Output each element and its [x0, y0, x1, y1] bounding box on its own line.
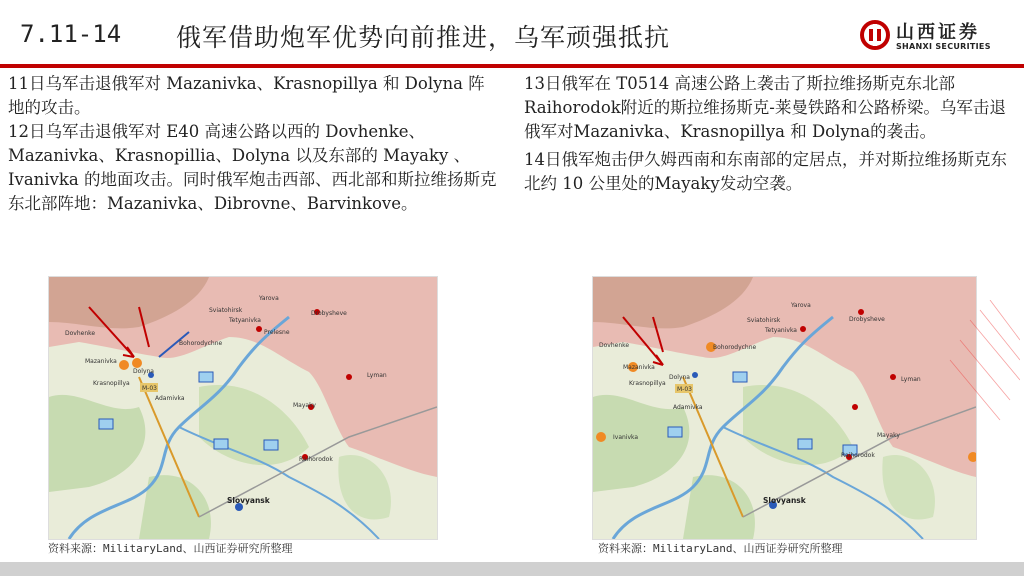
- decorative-red-lines: [930, 300, 1020, 440]
- company-logo: [860, 18, 1010, 58]
- map-right: [592, 276, 977, 540]
- right-text-column: [524, 72, 1012, 196]
- map-left-label-adamivka: Adamivka: [155, 395, 185, 402]
- map-left-label-raihorodok: Raihorodok: [299, 456, 333, 463]
- right-paragraph-2: 14日俄军炮击伊久姆西南和东南部的定居点，并对斯拉维扬斯克东北约 10 公里处的Mayaky发动空袭。: [524, 150, 1007, 193]
- date-range: 7.11-14: [20, 20, 122, 48]
- header-divider: [0, 64, 1024, 68]
- map-right-label-yarova: Yarova: [791, 302, 811, 309]
- left-paragraph-2: 12日乌军击退俄军对 E40 高速公路以西的 Dovhenke、Mazanivka、Krasnopillia、Dolyna 以及东部的 Mayaky 、Ivanivka 的地面攻击。同时俄军炮击西部、西北部和斯拉维扬斯克东北部阵地：Mazanivka、Dibrovne、Barvinkove。: [8, 122, 497, 213]
- logo-english-name: SHANXI SECURITIES: [896, 42, 991, 51]
- slide-title: 俄军借助炮军优势向前推进，乌军顽强抵抗: [176, 23, 671, 52]
- map-left-label-lyman: Lyman: [367, 372, 387, 379]
- map-right-label-adamivka: Adamivka: [673, 404, 703, 411]
- map-right-label-bohorodychne: Bohorodychne: [713, 344, 757, 351]
- map-left-label-dolyna: Dolyna: [133, 368, 154, 375]
- map-right-label-krasnopillya: Krasnopillya: [629, 380, 666, 387]
- map-right-label-dovhenke: Dovhenke: [599, 342, 630, 349]
- map-right-label-dolyna: Dolyna: [669, 374, 690, 381]
- logo-chinese-name: 山西证券: [896, 22, 980, 43]
- map-left-label-mazanivka: Mazanivka: [85, 358, 117, 365]
- map-right-label-slovyansk: Slovyansk: [763, 496, 806, 505]
- logo-mark-icon: [860, 20, 890, 50]
- map-left-label-prelesne: Prelesne: [264, 329, 290, 336]
- map-left-road-label: M-03: [142, 385, 157, 392]
- map-left-label-yarova: Yarova: [259, 295, 279, 302]
- right-paragraph-1: 13日俄军在 T0514 高速公路上袭击了斯拉维扬斯克东北部 Raihorodok附近的斯拉维扬斯克-莱曼铁路和公路桥梁。乌军击退俄军对Mazanivka、Krasnopillya 和 Dolyna的袭击。: [524, 74, 1006, 141]
- map-left: [48, 276, 438, 540]
- map-right-label-mayaky: Mayaky: [877, 432, 900, 439]
- footer-bar: [0, 562, 1024, 576]
- map-left-label-mayaky: Mayaky: [293, 402, 316, 409]
- map-left-label-sviatohirsk: Sviatohirsk: [209, 307, 243, 314]
- map-right-label-ivanivka: Ivanivka: [613, 434, 639, 441]
- map-right-image: [593, 277, 976, 539]
- map-right-label-raihorodok: Raihorodok: [841, 452, 875, 459]
- slide-header: [0, 0, 1024, 64]
- map-right-label-drobysheve: Drobysheve: [849, 316, 885, 323]
- map-left-image: [49, 277, 437, 539]
- map-right-road-label: M-03: [677, 386, 692, 393]
- map-left-label-krasnopillya: Krasnopillya: [93, 380, 130, 387]
- map-left-label-drobysheve: Drobysheve: [311, 310, 347, 317]
- map-right-label-sviatohirsk: Sviatohirsk: [747, 317, 781, 324]
- map-right-label-lyman: Lyman: [901, 376, 921, 383]
- source-note-left: 资料来源：MilitaryLand、山西证券研究所整理: [48, 542, 293, 555]
- left-text-column: [8, 72, 498, 216]
- map-right-label-mazanivka: Mazanivka: [623, 364, 655, 371]
- map-left-label-slovyansk: Slovyansk: [227, 496, 270, 505]
- map-right-label-tetyanivka: Tetyanivka: [765, 327, 797, 334]
- map-left-label-tetyanivka: Tetyanivka: [229, 317, 261, 324]
- source-note-right: 资料来源：MilitaryLand、山西证券研究所整理: [598, 542, 843, 555]
- map-left-label-dovhenke: Dovhenke: [65, 330, 96, 337]
- map-left-label-bohorodychne: Bohorodychne: [179, 340, 223, 347]
- left-paragraph-1: 11日乌军击退俄军对 Mazanivka、Krasnopillya 和 Dolyna 阵地的攻击。: [8, 74, 485, 117]
